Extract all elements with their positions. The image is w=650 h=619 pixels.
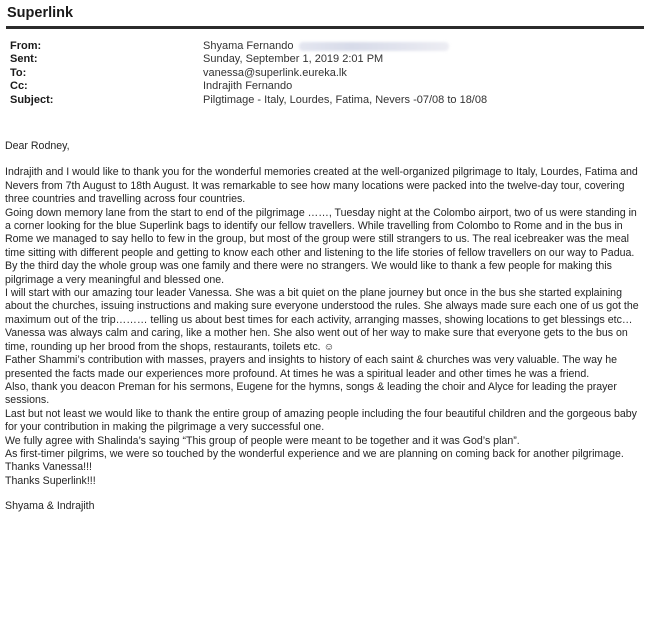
paragraph: Also, thank you deacon Preman for his sermons, Eugene for the hymns, songs & leading the choir and Alyce for leading the prayer sessions. bbox=[5, 380, 617, 407]
email-header bbox=[10, 40, 630, 107]
email-body bbox=[5, 140, 643, 514]
paragraph: As first-timer pilgrims, we were so touched by the wonderful experience and we are planning on coming back for another pilgrimage. bbox=[5, 447, 624, 460]
from-value bbox=[203, 40, 449, 53]
salutation: Dear Rodney, bbox=[5, 140, 70, 152]
thanks-line: Thanks Vanessa!!! bbox=[5, 461, 92, 474]
redacted-email bbox=[299, 42, 449, 51]
app-title: Superlink bbox=[7, 5, 74, 21]
paragraph: Going down memory lane from the start to end of the pilgrimage ……, Tuesday night at the Colombo airport, two of us were standing in a corner looking for the blue Superlink bags to identify our fellow travellers. While travelling from Colombo to Rome and in the bus in Rome we managed to say hello to few in the group, but most of the group were still strangers to us. The real icebreaker was the meal time sitting with different people and getting to know each other and listening to the life stories of fellow travellers on our way to Padua. By the third day the whole group was one family and there were no strangers. We would like to thank a few people for making this pilgrimage a very meaningful and blessed one. bbox=[5, 206, 637, 286]
sent-label: Sent: bbox=[10, 53, 38, 66]
subject-value: Pilgtimage - Italy, Lourdes, Fatima, Nevers -07/08 to 18/08 bbox=[203, 93, 488, 106]
thanks-line: Thanks Superlink!!! bbox=[5, 474, 96, 487]
sent-value: Sunday, September 1, 2019 2:01 PM bbox=[203, 53, 384, 66]
paragraph: Last but not least we would like to thank the entire group of amazing people including the four beautiful children and the gorgeous baby for your contribution in making the pilgrimage a very successful one. bbox=[5, 407, 637, 434]
from-row bbox=[10, 40, 630, 53]
paragraph: We fully agree with Shalinda’s saying “This group of people were meant to be together and it was God’s plan”. bbox=[5, 434, 520, 447]
paragraph: Father Shammi’s contribution with masses, prayers and insights to history of each saint & churches was very valuable. The way he presented the facts made our experiences more profound. At times he was a spiritual leader and other times he was a friend. bbox=[5, 354, 617, 380]
to-label: To: bbox=[10, 66, 27, 79]
from-label: From: bbox=[10, 40, 42, 52]
cc-label: Cc: bbox=[10, 80, 28, 93]
cc-value: Indrajith Fernando bbox=[203, 80, 293, 93]
paragraph: I will start with our amazing tour leader Vanessa. She was a bit quiet on the plane journey but once in the bus she started explaining about the churches, issuing instructions and making sure everyone understood the rules. She always made sure each one of us got the maximum out of the trip……… telling us about best times for each activity, arranging masses, showing locations to get blessings etc… Vanessa was always calm and caring, like a mother hen. She also went out of her way to make sure that everyone gets to the bus on time, rounding up her brood from the shops, restaurants, toilets etc. ☺ bbox=[5, 287, 639, 353]
to-value: vanessa@superlink.eureka.lk bbox=[203, 66, 347, 79]
signature: Shyama & Indrajith bbox=[5, 500, 95, 513]
subject-row bbox=[10, 94, 630, 107]
sent-row bbox=[10, 53, 630, 66]
cc-row bbox=[10, 80, 630, 93]
from-name: Shyama Fernando bbox=[203, 40, 294, 52]
subject-label: Subject: bbox=[10, 93, 54, 106]
spacer bbox=[5, 488, 643, 500]
paragraph: Indrajith and I would like to thank you for the wonderful memories created at the well-organized pilgrimage to Italy, Lourdes, Fatima and Nevers from 7th August to 18th August. It was remarkable to see how many locations were packed into the twelve-day tour, covering three countries and travelling across four countries. bbox=[5, 166, 638, 206]
title-divider bbox=[6, 26, 644, 29]
to-row bbox=[10, 67, 630, 80]
